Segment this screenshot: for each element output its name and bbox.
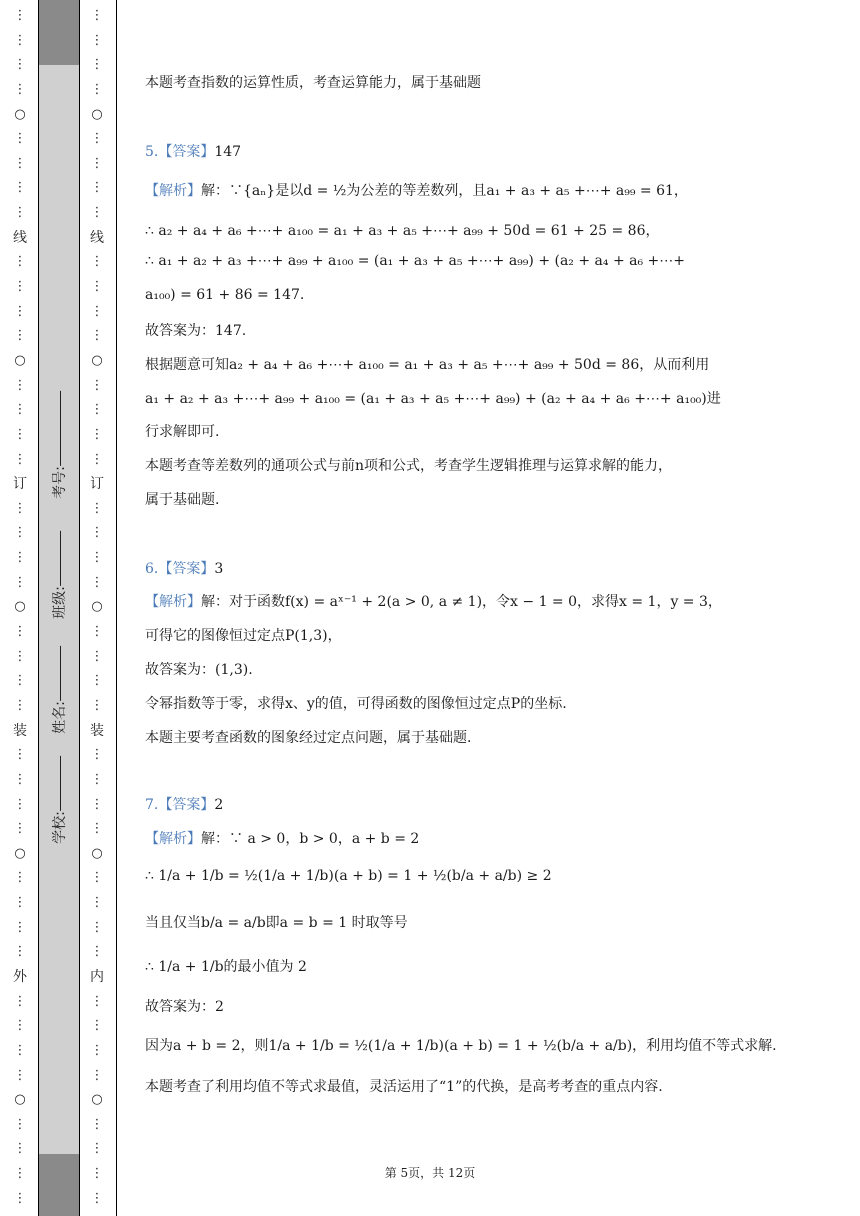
dot-mark: ⋮ — [13, 426, 27, 442]
q6-line-4: 令幂指数等于零，求得x、y的值，可得函数的图像恒过定点P的坐标. — [145, 696, 567, 712]
q6-answer: 3 — [214, 561, 224, 577]
dot-mark: ⋮ — [13, 796, 27, 812]
q5-line-9: 本题考查等差数列的通项公式与前n项和公式，考查学生逻辑推理与运算求解的能力， — [145, 458, 673, 474]
circle-mark: ○ — [91, 352, 103, 368]
dot-mark: ⋮ — [13, 1018, 27, 1034]
dot-mark: ⋮ — [90, 821, 104, 837]
dot-mark: ⋮ — [90, 1141, 104, 1157]
dot-mark: ⋮ — [13, 1190, 27, 1206]
q5-line-2: ∴ a₂ + a₄ + a₆ +⋯+ a₁₀₀ = a₁ + a₃ + a₅ +⋯+ a₉₉ + 50d = 61 + 25 = 86， — [145, 223, 660, 239]
exam-number-field: 考号: — [49, 391, 69, 499]
dot-mark: ⋮ — [13, 180, 27, 196]
q5-line-1: 【解析】解：∵{aₙ}是以d = ½为公差的等差数列，且a₁ + a₃ + a₅ +⋯+ a₉₉ = 61， — [145, 183, 688, 199]
dot-mark: ⋮ — [13, 155, 27, 171]
dot-mark: ⋮ — [90, 254, 104, 270]
dot-mark: ⋮ — [13, 32, 27, 48]
dot-mark: ⋮ — [13, 303, 27, 319]
binding-label: 外 — [13, 968, 27, 985]
dot-mark: ⋮ — [90, 895, 104, 911]
name-field: 姓名: — [49, 646, 69, 734]
circle-mark: ○ — [91, 1092, 103, 1108]
dot-mark: ⋮ — [13, 550, 27, 566]
q6-answer-line: 6.【答案】3 — [145, 561, 224, 577]
student-info-column — [38, 0, 80, 1216]
circle-mark: ○ — [14, 106, 26, 122]
outer-dot-column — [0, 4, 40, 1211]
dot-mark: ⋮ — [13, 279, 27, 295]
dot-mark: ⋮ — [90, 993, 104, 1009]
dot-mark: ⋮ — [90, 32, 104, 48]
dot-mark: ⋮ — [13, 624, 27, 640]
page-content — [145, 0, 835, 1216]
dot-mark: ⋮ — [13, 895, 27, 911]
q5-line-3: ∴ a₁ + a₂ + a₃ +⋯+ a₉₉ + a₁₀₀ = (a₁ + a₃ + a₅ +⋯+ a₉₉) + (a₂ + a₄ + a₆ +⋯+ — [145, 253, 686, 269]
dot-mark: ⋮ — [90, 328, 104, 344]
dot-mark: ⋮ — [13, 525, 27, 541]
q7-line-5: 故答案为：2 — [145, 999, 224, 1015]
q5-line-7: a₁ + a₂ + a₃ +⋯+ a₉₉ + a₁₀₀ = (a₁ + a₃ + a₅ +⋯+ a₉₉) + (a₂ + a₄ + a₆ +⋯+ a₁₀₀)进 — [145, 391, 721, 407]
dot-mark: ⋮ — [13, 919, 27, 935]
dot-mark: ⋮ — [13, 771, 27, 787]
q5-line-8: 行求解即可. — [145, 424, 220, 440]
dot-mark: ⋮ — [90, 550, 104, 566]
dot-mark: ⋮ — [90, 624, 104, 640]
q5-line-4: a₁₀₀) = 61 + 86 = 147. — [145, 287, 305, 303]
inner-dot-column — [78, 4, 116, 1211]
binding-label: 线 — [13, 229, 27, 246]
dot-mark: ⋮ — [90, 870, 104, 886]
dot-mark: ⋮ — [13, 1042, 27, 1058]
school-field: 学校: — [49, 756, 69, 844]
q5-answer: 147 — [214, 144, 242, 160]
dot-mark: ⋮ — [90, 919, 104, 935]
dot-mark: ⋮ — [90, 131, 104, 147]
dot-mark: ⋮ — [90, 426, 104, 442]
dot-mark: ⋮ — [13, 697, 27, 713]
inner-binding-strip — [78, 0, 117, 1216]
dot-mark: ⋮ — [13, 328, 27, 344]
q7-line-3: 当且仅当b/a = a/b即a = b = 1 时取等号 — [145, 915, 408, 931]
dot-mark: ⋮ — [90, 303, 104, 319]
intro-line: 本题考查指数的运算性质，考查运算能力，属于基础题 — [145, 75, 481, 91]
dot-mark: ⋮ — [13, 254, 27, 270]
q7-answer: 2 — [214, 797, 224, 813]
outer-binding-strip — [0, 0, 41, 1216]
dot-mark: ⋮ — [90, 796, 104, 812]
dot-mark: ⋮ — [90, 1042, 104, 1058]
dot-mark: ⋮ — [90, 279, 104, 295]
binding-label: 线 — [90, 229, 104, 246]
dot-mark: ⋮ — [90, 1190, 104, 1206]
dot-mark: ⋮ — [13, 870, 27, 886]
q6-line-3: 故答案为：(1,3). — [145, 662, 253, 678]
dot-mark: ⋮ — [90, 697, 104, 713]
dot-mark: ⋮ — [90, 747, 104, 763]
binding-label: 内 — [90, 968, 104, 985]
dot-mark: ⋮ — [90, 673, 104, 689]
dot-mark: ⋮ — [13, 81, 27, 97]
q6-line-2: 可得它的图像恒过定点P(1,3)， — [145, 628, 342, 644]
dot-mark: ⋮ — [13, 574, 27, 590]
dot-mark: ⋮ — [90, 525, 104, 541]
q7-line-1: 【解析】解：∵ a > 0，b > 0，a + b = 2 — [145, 831, 420, 847]
dot-mark: ⋮ — [90, 1116, 104, 1132]
dot-mark: ⋮ — [90, 205, 104, 221]
q7-line-4: ∴ 1/a + 1/b的最小值为 2 — [145, 959, 307, 975]
dot-mark: ⋮ — [13, 402, 27, 418]
q7-line-2: ∴ 1/a + 1/b = ½(1/a + 1/b)(a + b) = 1 + ½(b/a + a/b) ≥ 2 — [145, 868, 552, 884]
dot-mark: ⋮ — [13, 747, 27, 763]
page-footer: 第 5页，共 12页 — [384, 1166, 476, 1180]
circle-mark: ○ — [14, 352, 26, 368]
dot-mark: ⋮ — [90, 771, 104, 787]
dot-mark: ⋮ — [13, 57, 27, 73]
dot-mark: ⋮ — [90, 57, 104, 73]
circle-mark: ○ — [91, 599, 103, 615]
dot-mark: ⋮ — [13, 451, 27, 467]
q6-line-1: 【解析】解：对于函数f(x) = aˣ⁻¹ + 2(a > 0, a ≠ 1)，令x − 1 = 0，求得x = 1，y = 3， — [145, 594, 722, 610]
dot-mark: ⋮ — [13, 377, 27, 393]
dot-mark: ⋮ — [90, 574, 104, 590]
dot-mark: ⋮ — [13, 500, 27, 516]
circle-mark: ○ — [14, 599, 26, 615]
q6-line-5: 本题主要考查函数的图象经过定点问题，属于基础题. — [145, 730, 472, 746]
dot-mark: ⋮ — [13, 673, 27, 689]
dot-mark: ⋮ — [90, 402, 104, 418]
binding-label: 装 — [90, 722, 104, 739]
dot-mark: ⋮ — [13, 821, 27, 837]
dot-mark: ⋮ — [90, 451, 104, 467]
class-field: 班级: — [49, 531, 69, 619]
dot-mark: ⋮ — [90, 1166, 104, 1182]
dot-mark: ⋮ — [13, 1116, 27, 1132]
dot-mark: ⋮ — [90, 180, 104, 196]
dot-mark: ⋮ — [13, 205, 27, 221]
dot-mark: ⋮ — [90, 377, 104, 393]
circle-mark: ○ — [14, 1092, 26, 1108]
dot-mark: ⋮ — [90, 155, 104, 171]
dot-mark: ⋮ — [90, 1067, 104, 1083]
dot-mark: ⋮ — [13, 1166, 27, 1182]
q7-line-7: 本题考查了利用均值不等式求最值，灵活运用了“1”的代换，是高考考查的重点内容. — [145, 1079, 663, 1095]
dot-mark: ⋮ — [13, 993, 27, 1009]
q5-line-10: 属于基础题. — [145, 492, 220, 508]
dot-mark: ⋮ — [90, 944, 104, 960]
binding-label: 订 — [13, 476, 27, 493]
dot-mark: ⋮ — [90, 8, 104, 23]
q5-line-5: 故答案为：147. — [145, 323, 247, 339]
q7-answer-line: 7.【答案】2 — [145, 797, 224, 813]
circle-mark: ○ — [91, 106, 103, 122]
dot-mark: ⋮ — [90, 1018, 104, 1034]
circle-mark: ○ — [91, 845, 103, 861]
q5-line-6: 根据题意可知a₂ + a₄ + a₆ +⋯+ a₁₀₀ = a₁ + a₃ + a₅ +⋯+ a₉₉ + 50d = 86，从而利用 — [145, 357, 710, 373]
dot-mark: ⋮ — [13, 1067, 27, 1083]
dot-mark: ⋮ — [13, 648, 27, 664]
dot-mark: ⋮ — [90, 500, 104, 516]
circle-mark: ○ — [14, 845, 26, 861]
dot-mark: ⋮ — [13, 1141, 27, 1157]
dot-mark: ⋮ — [90, 81, 104, 97]
binding-label: 订 — [90, 476, 104, 493]
q5-answer-line: 5.【答案】147 — [145, 144, 242, 160]
dot-mark: ⋮ — [90, 648, 104, 664]
dot-mark: ⋮ — [13, 944, 27, 960]
dot-mark: ⋮ — [13, 8, 27, 23]
binding-label: 装 — [13, 722, 27, 739]
q7-line-6: 因为a + b = 2，则1/a + 1/b = ½(1/a + 1/b)(a + b) = 1 + ½(b/a + a/b)，利用均值不等式求解. — [145, 1038, 777, 1054]
dot-mark: ⋮ — [13, 131, 27, 147]
